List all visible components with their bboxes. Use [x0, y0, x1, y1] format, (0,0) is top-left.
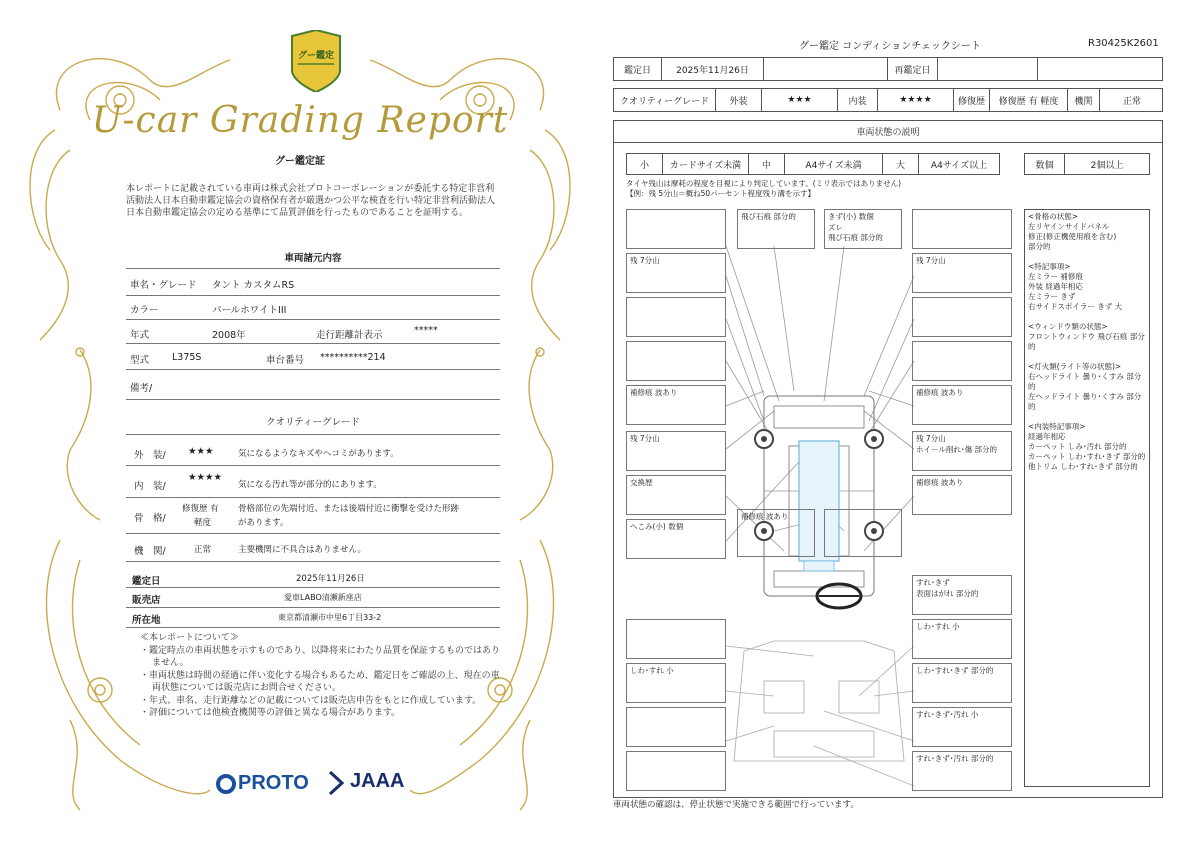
interior-box: [626, 663, 726, 703]
size-small: 小: [627, 154, 663, 174]
note-item: ・評価については他検査機関等の評価と異なる場合があります。: [140, 708, 401, 718]
side-note-line: 外装 経過年相応: [1028, 282, 1083, 291]
interior-box: [626, 751, 726, 791]
tire-text: 残 7分山: [630, 434, 660, 443]
interior-text: 表面はがれ 部分的: [916, 588, 979, 598]
model-value: L375S: [172, 352, 202, 363]
color-label: カラー: [130, 305, 159, 316]
report-notes: [140, 632, 500, 720]
damage-box: [626, 209, 726, 249]
side-note-line: 左ミラー 補修痕: [1028, 272, 1083, 281]
sheet-code: R30425K2601: [1088, 38, 1159, 49]
hist-label: 修復歴: [954, 89, 990, 111]
specs-heading: 車両諸元内容: [284, 253, 342, 264]
exterior-stars: ★★★: [188, 446, 214, 457]
engine-value: 正常: [194, 545, 212, 555]
row-address: [126, 608, 500, 628]
divider: [126, 268, 500, 269]
mileage-label: 走行距離計表示: [316, 330, 383, 341]
interior-box: [912, 619, 1012, 659]
side-note-line: 左ヘッドライト 曇り･くすみ 部分的: [1028, 392, 1142, 411]
quality-heading: クオリティーグレード: [265, 417, 361, 428]
side-notes-box: [1024, 209, 1150, 787]
interior-text: しわ･すれ 小: [916, 622, 960, 631]
exterior-desc: 気になるようなキズやヘコミがあります。: [238, 449, 399, 459]
side-note-line: [1028, 412, 1146, 422]
frame-value-1: 修復歴 有: [182, 504, 219, 514]
report-script-title: U-car Grading Report: [91, 100, 509, 141]
size-legend: [626, 153, 1000, 175]
year-label: 年式: [130, 330, 150, 341]
size-mid-desc: A4サイズ未満: [785, 154, 883, 174]
side-note-line: [1028, 312, 1146, 322]
row-frame: [126, 498, 500, 534]
side-note-line: 他トリム しわ･すれ･きず 部分的: [1028, 462, 1138, 471]
side-note-line: 右ヘッドライト 曇り･くすみ 部分的: [1028, 372, 1142, 391]
address-label: 所在地: [132, 615, 161, 626]
damage-text: 飛び石痕 部分的: [741, 212, 796, 221]
engine-desc: 主要機関に不具合はありません。: [238, 545, 367, 555]
side-note-line: 左リヤインサイドパネル: [1028, 222, 1110, 231]
jaaa-logo-text: JAAA: [350, 770, 405, 792]
name-label: 車名・グレード: [130, 280, 197, 291]
interior-text: しわ･すれ 小: [630, 666, 674, 675]
damage-text: 飛び石痕 部分的: [828, 233, 883, 242]
color-value: パールホワイトIII: [212, 305, 287, 316]
damage-box: [912, 385, 1012, 425]
side-note-line: <灯火類(ライト等の状態)>: [1028, 362, 1122, 371]
row-engine: [126, 534, 500, 562]
divider: [126, 434, 500, 435]
frame-value-2: 軽度: [194, 518, 212, 528]
side-note-line: 右サイドスポイラー きず 大: [1028, 302, 1123, 311]
vehicle-description-panel: [613, 120, 1163, 798]
damage-text: 補修痕 波あり: [916, 478, 964, 487]
row-year: [126, 320, 500, 344]
tire-text: 残 7分山: [916, 434, 946, 443]
damage-box: [824, 509, 902, 557]
side-note-line: 左ミラー きず: [1028, 292, 1076, 301]
side-note-line: 修正(修正機使用痕を含む): [1028, 232, 1117, 241]
interior-text: すれ･きず･汚れ 小: [916, 710, 979, 719]
damage-box: [626, 475, 726, 515]
damage-text: ホイール削れ･傷 部分的: [916, 444, 997, 454]
interior-text: すれ･きず: [916, 578, 950, 587]
damage-box: [626, 297, 726, 337]
tire-text: 残 7分山: [630, 256, 660, 265]
damage-box: [737, 209, 815, 249]
interior-label: 内 装/: [134, 481, 166, 492]
row-inspection-date: [126, 568, 500, 588]
damage-box: [912, 297, 1012, 337]
damage-box: [824, 209, 902, 249]
sheet-footer: 車両状態の確認は、停止状態で実施できる範囲で行っています。: [613, 800, 859, 810]
steering-box: [912, 575, 1012, 615]
damage-box: [626, 519, 726, 559]
row-color: [126, 296, 500, 320]
quality-row: [613, 88, 1163, 112]
row-interior: [126, 466, 500, 498]
side-note-line: <特記事項>: [1028, 262, 1071, 271]
damage-box: [912, 475, 1012, 515]
model-label: 型式: [130, 355, 150, 366]
shop-label: 販売店: [132, 595, 161, 606]
side-note-line: カーペット しわ･すれ･きず 部分的: [1028, 452, 1146, 461]
certificate-statement: 本レポートに記載されている車両は株式会社プロトコーポレーションが委託する特定非営利活動法人日本自動車鑑定協会の資格保有者が厳選かつ公平な検査を行い特定非営利活動法人日本自動車鑑定協会の定める基準にて品質評価を行ったものであることを証明する。: [126, 184, 496, 218]
damage-box: [737, 509, 815, 557]
frame-label: 骨 格/: [134, 513, 166, 524]
tire-note-2: 【例：残 5分山＝概ね50パーセント程度残り溝を示す】: [626, 189, 816, 198]
jaaa-logo-icon: [326, 770, 346, 796]
size-large: 大: [883, 154, 919, 174]
side-note-line: 部分的: [1028, 242, 1051, 251]
condition-check-sheet: [600, 0, 1200, 848]
date-value: 2025年11月26日: [662, 58, 764, 80]
interior-box: [626, 619, 726, 659]
side-note-line: [1028, 252, 1146, 262]
damage-text: 補修痕 波あり: [741, 512, 789, 521]
eng-label: 機関: [1068, 89, 1100, 111]
damage-box: [912, 341, 1012, 381]
date-label: 鑑定日: [614, 58, 662, 80]
row-model: [126, 344, 500, 370]
shop-value: 愛車LABO清瀬新座店: [284, 593, 362, 602]
count-label: 数個: [1025, 154, 1065, 174]
side-note-line: [1028, 352, 1146, 362]
sheet-title: グー鑑定 コンディションチェックシート: [799, 41, 981, 52]
interior-box: [912, 707, 1012, 747]
size-large-desc: A4サイズ以上: [930, 160, 988, 171]
interior-text: しわ･すれ･きず 部分的: [916, 666, 994, 675]
row-vehicle-name: [126, 272, 500, 296]
damage-text: 交換歴: [630, 478, 653, 487]
damage-text: きず(小) 数個: [828, 212, 874, 221]
goo-kantei-badge-icon: [288, 30, 344, 92]
engine-label: 機 関/: [134, 546, 166, 557]
side-note-line: <内装特記事項>: [1028, 422, 1086, 431]
chassis-value: **********214: [320, 352, 386, 363]
inspection-date-label: 鑑定日: [132, 576, 161, 587]
side-note-line: フロントウィンドウ 飛び石痕 部分的: [1028, 332, 1145, 351]
int-label: 内装: [838, 89, 878, 111]
tire-box: [912, 431, 1012, 471]
chassis-label: 車台番号: [266, 355, 305, 366]
note-item: ・年式、車名、走行距離などの記載については販売店申告をもとに作成しています。: [140, 695, 482, 706]
frame-desc-2: があります。: [238, 518, 289, 528]
count-desc: 2個以上: [1090, 160, 1124, 171]
int-stars: ★★★★: [878, 89, 954, 111]
interior-box: [626, 707, 726, 747]
remarks-label: 備考/: [130, 383, 153, 394]
redate-label: 再鑑定日: [888, 58, 938, 80]
desc-heading: 車両状態の説明: [614, 121, 1162, 143]
ext-stars: ★★★: [762, 89, 838, 111]
tire-box: [912, 253, 1012, 293]
interior-text: すれ･きず･汚れ 部分的: [916, 754, 994, 763]
proto-logo-icon: [216, 774, 236, 794]
row-exterior: [126, 438, 500, 466]
damage-text: 補修痕 波あり: [916, 388, 964, 397]
damage-text: 補修痕 波あり: [630, 388, 678, 397]
tire-box: [626, 431, 726, 471]
year-value: 2008年: [212, 330, 246, 341]
interior-desc: 気になる汚れ等が部分的にあります。: [238, 480, 382, 490]
inspection-date-value: 2025年11月26日: [296, 574, 365, 584]
badge-label: グー鑑定: [297, 51, 334, 61]
date-row: [613, 57, 1163, 81]
row-shop: [126, 588, 500, 608]
tire-text: 残 7分山: [916, 256, 946, 265]
damage-text: ズレ: [828, 222, 843, 232]
note-item: ・車両状態は時間の経過に伴い変化する場合もあるため、鑑定日をご確認の上、現在の車両状態については販売店にお問合せください。: [140, 670, 500, 693]
redate-value: [938, 58, 1038, 80]
damage-box: [912, 209, 1012, 249]
damage-box: [626, 341, 726, 381]
side-note-line: カーペット しみ･汚れ 部分的: [1028, 442, 1127, 451]
certificate-title: グー鑑定証: [275, 156, 325, 167]
notes-heading: ≪本レポートについて≫: [140, 633, 239, 643]
size-mid: 中: [749, 154, 785, 174]
count-legend: [1024, 153, 1150, 175]
address-value: 東京都清瀬市中里6丁目33-2: [278, 613, 382, 622]
ext-label: 外装: [716, 89, 762, 111]
proto-logo-text: PROTO: [238, 772, 309, 794]
frame-desc-1: 骨格部位の先端付近、または後端付近に衝撃を受けた形跡: [238, 504, 460, 514]
interior-box: [912, 663, 1012, 703]
date-blank: [764, 58, 888, 80]
note-item: ・鑑定時点の車両状態を示すものであり、以降将来にわたり品質を保証するものではありません。: [140, 645, 501, 668]
tire-note-1: タイヤ残山は摩耗の程度を目視により判定しています。(ミリ表示ではありません): [626, 179, 902, 188]
hist-value: 修復歴 有 軽度: [990, 89, 1068, 111]
side-note-line: 経過年相応: [1028, 432, 1066, 441]
eng-value: 正常: [1122, 96, 1141, 107]
damage-text: へこみ(小) 数個: [630, 522, 684, 531]
name-value: タント カスタムRS: [212, 280, 295, 291]
exterior-label: 外 装/: [134, 450, 166, 461]
qg-label: クオリティーグレード: [614, 89, 716, 111]
side-note-line: <骨格の状態>: [1028, 212, 1079, 221]
tire-box: [626, 253, 726, 293]
row-remarks: [126, 370, 500, 400]
interior-box: [912, 751, 1012, 791]
damage-box: [626, 385, 726, 425]
size-small-desc: カードサイズ未満: [663, 154, 749, 174]
mileage-value: *****: [414, 325, 438, 336]
interior-stars: ★★★★: [188, 472, 223, 483]
side-note-line: <ウィンドウ類の状態>: [1028, 322, 1108, 331]
